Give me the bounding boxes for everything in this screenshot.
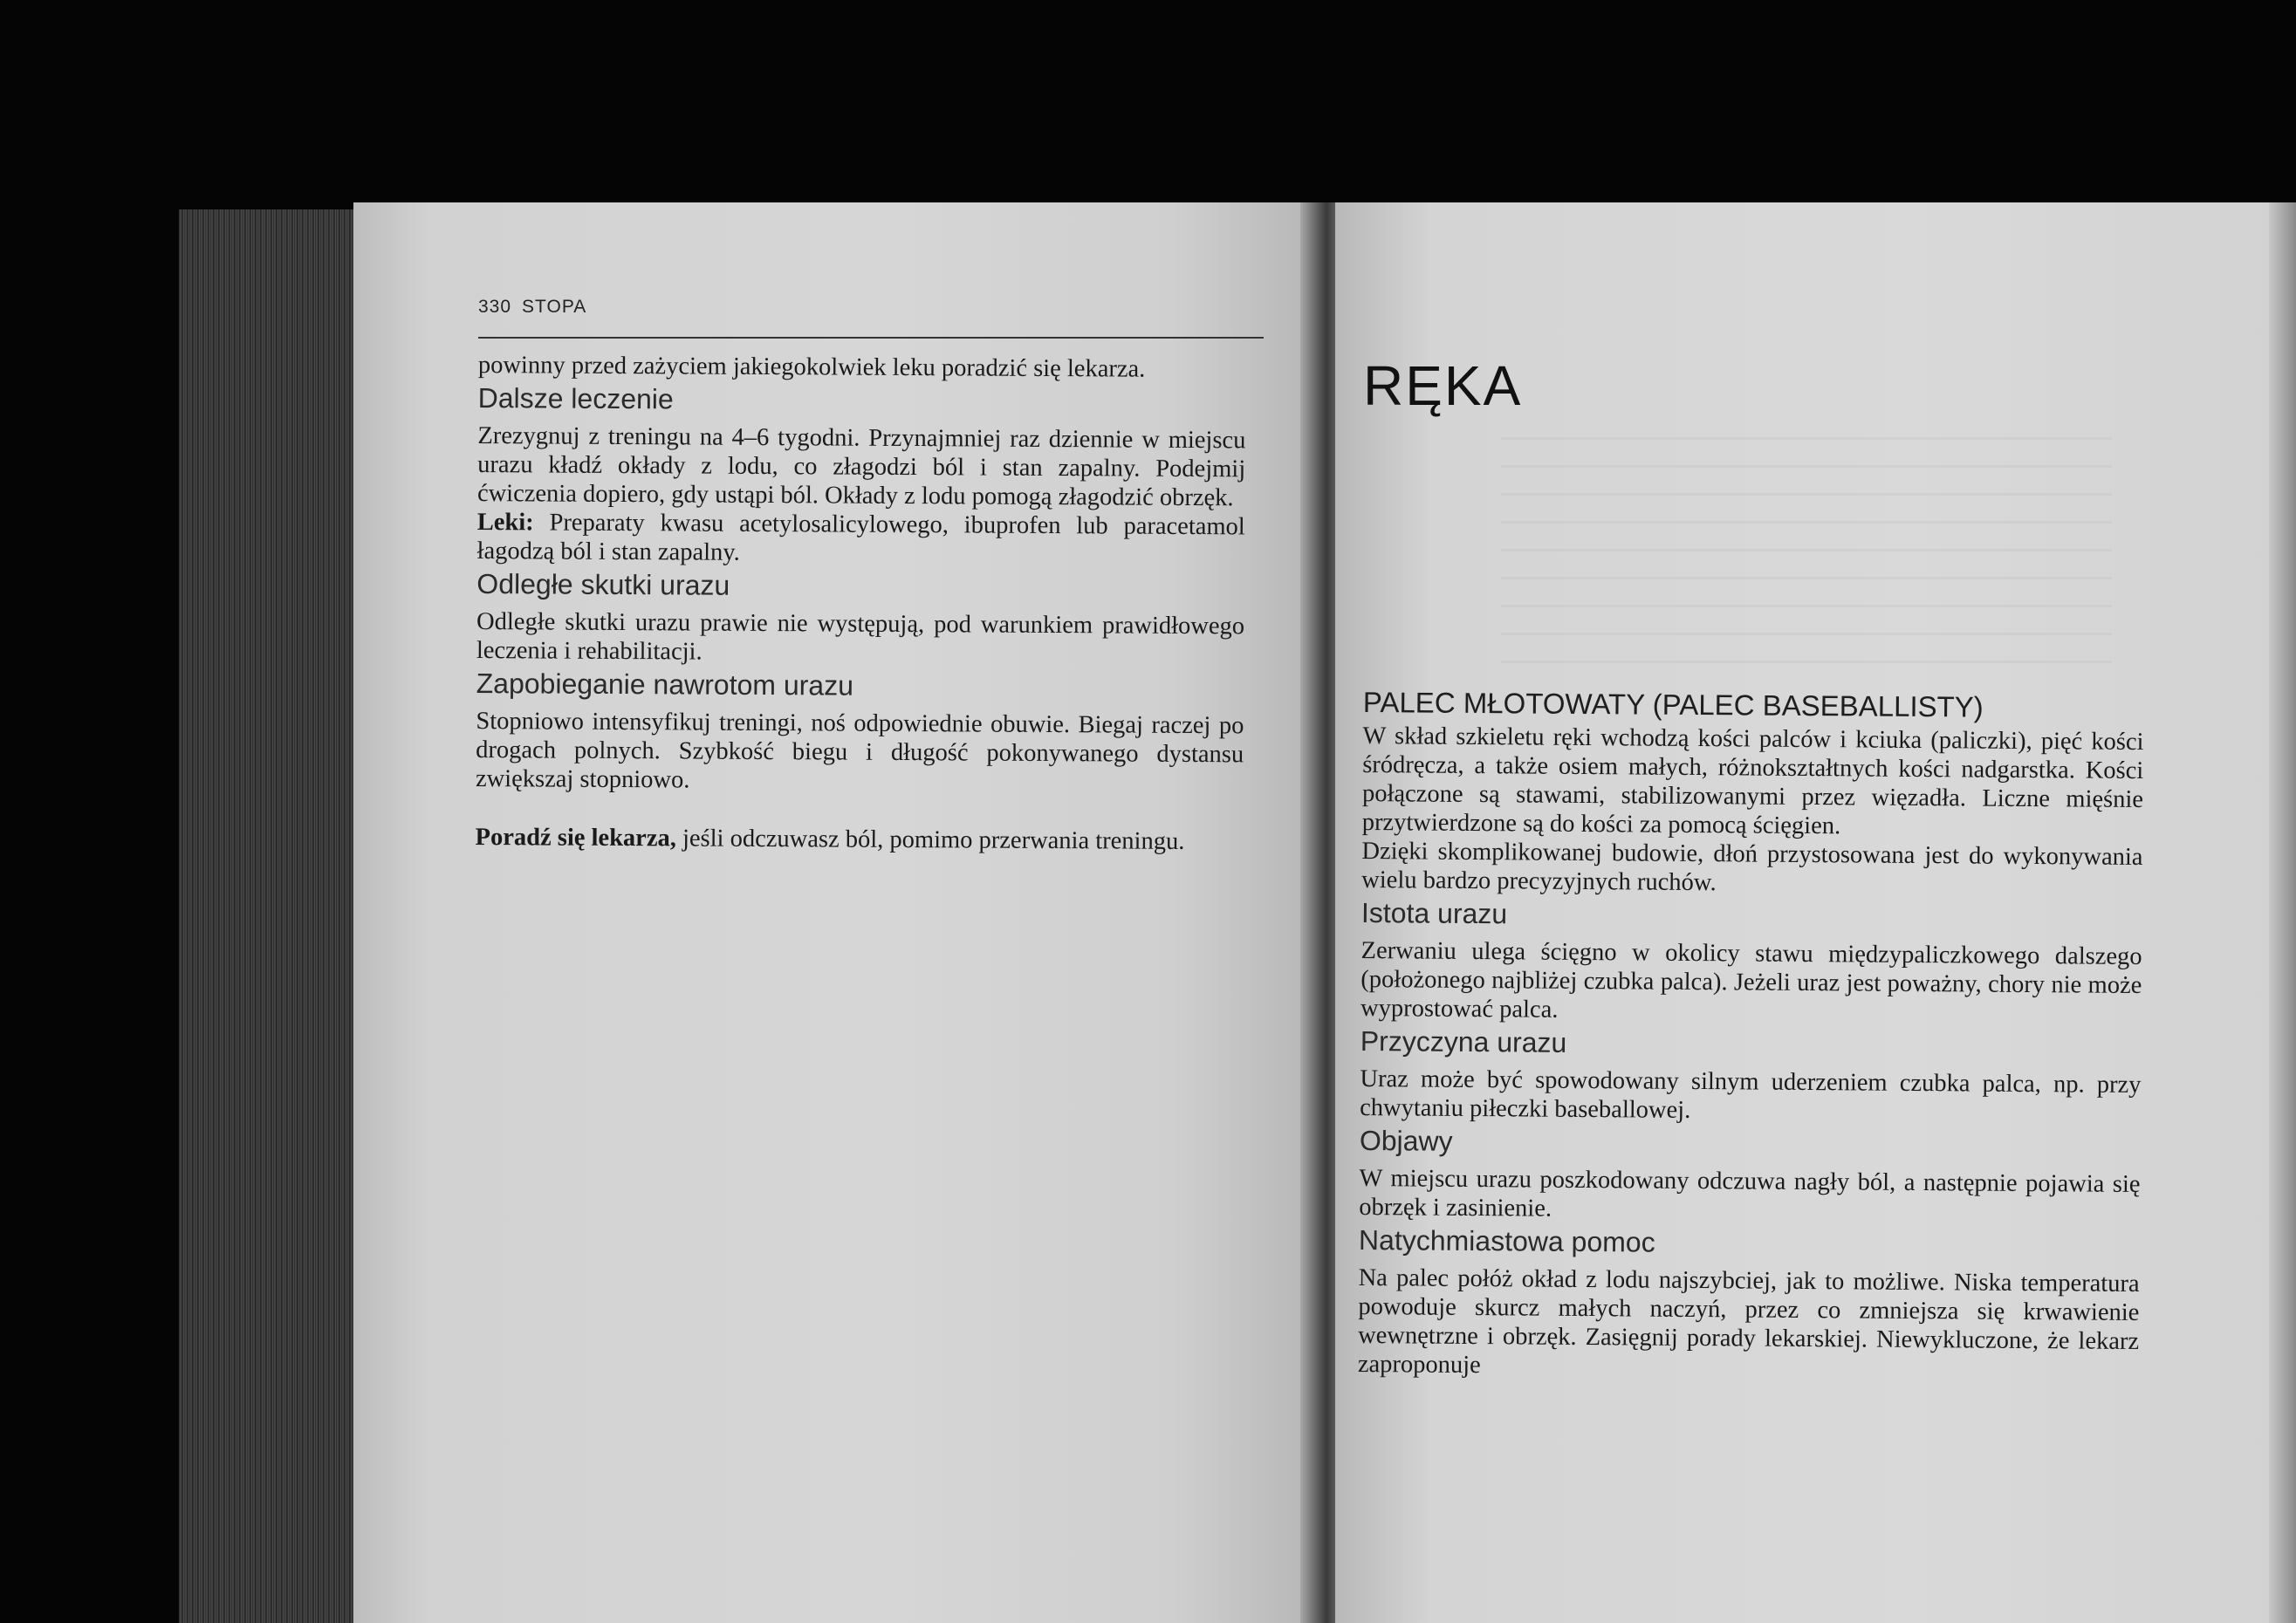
spacer [476, 793, 1244, 827]
subheading-zapobieganie: Zapobieganie nawrotom urazu [476, 667, 854, 702]
intro-paragraph-anatomy: W skład szkieletu ręki wchodzą kości palców i kciuka (paliczki), pięć kości śródręcza, a także osiem małych, różnokształtnych kości nadgarstka. Kości połączone są stawami, stabilizowanymi przez więzadła. Liczne mięśnie przytwierdzone są do kości za pomocą ścięgien. [1361, 722, 2144, 840]
right-text-column [1358, 685, 2144, 1385]
section-title: PALEC MŁOTOWATY (PALEC BASEBALLISTY) [1362, 685, 1984, 723]
paragraph-istota-urazu: Zerwaniu ulega ścięgno w okolicy stawu międzypaliczkowego dalszego (położonego najbliżej czubka palca). Jeżeli uraz jest poważny, chory nie może wyprostować palca. [1360, 936, 2142, 1024]
intro-paragraph-function: Dzięki skomplikowanej budowie, dłoń przystosowana jest do wykonywania wielu bardzo precyzyjnych ruchów. [1361, 837, 2143, 897]
running-head [478, 297, 586, 318]
leki-text: Preparaty kwasu acetylosalicylowego, ibuprofen lub paracetamol łagodzą ból i stan zapalny. [476, 509, 1245, 566]
subheading-dalsze-leczenie: Dalsze leczenie [477, 381, 674, 415]
running-head-title: STOPA [522, 297, 587, 317]
subheading-objawy: Objawy [1359, 1124, 1453, 1157]
show-through-text [1501, 436, 2112, 663]
subheading-przyczyna-urazu: Przyczyna urazu [1360, 1024, 1567, 1058]
subheading-odlegle-skutki: Odległe skutki urazu [476, 567, 730, 601]
advice-text: jeśli odczuwasz ból, pomimo przerwania treningu. [675, 825, 1185, 855]
right-page-edge [2269, 202, 2296, 1623]
paragraph-objawy: W miejscu urazu poszkodowany odczuwa nagły ból, a następnie pojawia się obrzęk i zasinienie. [1359, 1164, 2141, 1222]
paragraph-natychmiastowa-pomoc: Na palec połóż okład z lodu najszybciej, jak to możliwe. Niska temperatura powoduje skurcz małych naczyń, przez co zmniejsza się krwawienie wewnętrzne i obrzęk. Zasięgnij porady lekarskiej. Niewykluczone, że lekarz zaproponuje [1357, 1263, 2140, 1380]
subheading-natychmiastowa-pomoc: Natychmiastowa pomoc [1358, 1223, 1655, 1258]
header-rule [478, 337, 1264, 339]
subheading-istota-urazu: Istota urazu [1360, 896, 1508, 930]
intro-paragraph: powinny przed zażyciem jakiegokolwiek leku poradzić się lekarza. [477, 351, 1146, 383]
page-number: 330 [478, 297, 512, 317]
advice-paragraph [475, 823, 1243, 856]
advice-bold: Poradź się lekarza, [475, 823, 676, 853]
paragraph-dalsze-leczenie: Zrezygnuj z treningu na 4–6 tygodni. Przynajmniej raz dziennie w miejscu urazu kładź okłady z lodu, co złagodzi ból i stan zapalny. Podejmij ćwiczenia dopiero, gdy ustąpi ból. Okłady z lodu pomogą złagodzić obrzęk. [476, 421, 1246, 512]
chapter-title: RĘKA [1363, 354, 1523, 417]
page-block-edges [179, 209, 362, 1623]
paragraph-przyczyna-urazu: Uraz może być spowodowany silnym uderzeniem czubka palca, np. przy chwytaniu piłeczki baseballowej. [1360, 1065, 2142, 1124]
paragraph-leki [476, 508, 1244, 570]
paragraph-zapobieganie: Stopniowo intensyfikuj treningi, noś odpowiednie obuwie. Biegaj raczej po drogach polnych. Szybkość biegu i długość pokonywanego dystansu zwiększaj stopniowo. [475, 707, 1244, 794]
paragraph-odlegle-skutki: Odległe skutki urazu prawie nie występują, pod warunkiem prawidłowego leczenia i rehabilitacji. [476, 607, 1245, 666]
left-text-column [475, 351, 1245, 856]
leki-label: Leki: [476, 508, 534, 537]
